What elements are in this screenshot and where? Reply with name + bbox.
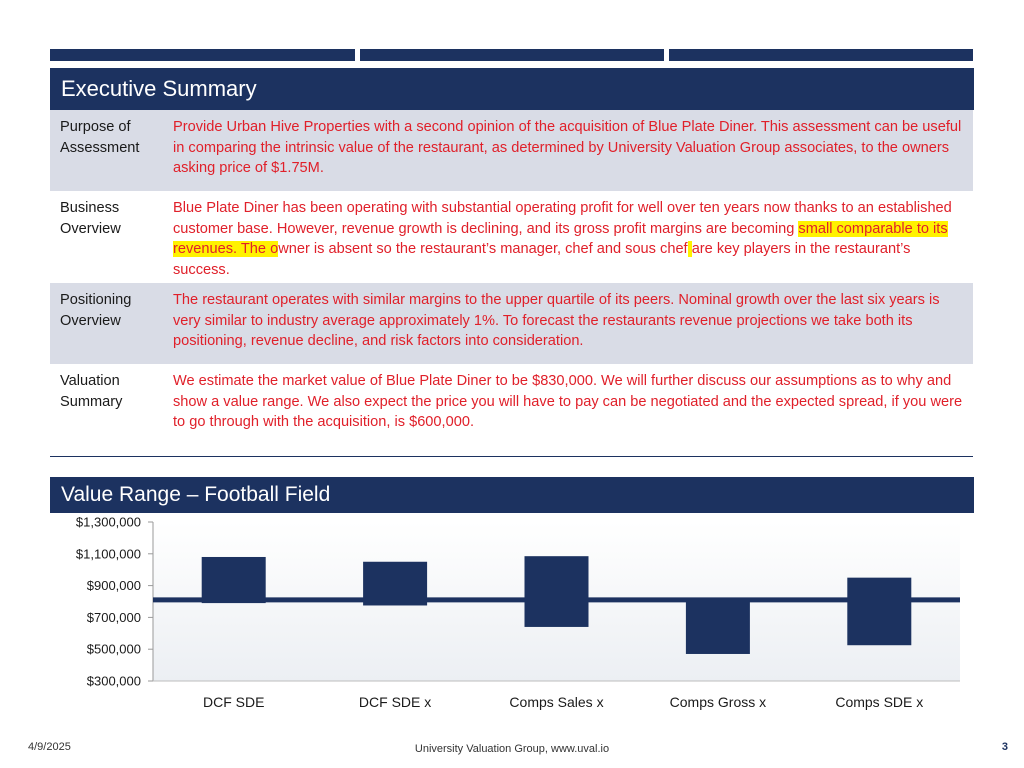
row-text-part: are key players in the restaurant’s success. <box>173 241 911 278</box>
y-tick-label: $300,000 <box>86 673 141 689</box>
row-label: Business Overview <box>60 200 121 237</box>
executive-summary-header <box>50 68 974 110</box>
x-tick-label: Comps SDE x <box>835 694 924 710</box>
row-text-part: Blue Plate Diner has been operating with substantial operating profit for well over ten years now thanks to an established customer base. However, revenue growth is declining, and its gross profit margins are becoming <box>173 200 952 237</box>
x-tick-label: Comps Sales x <box>509 694 604 710</box>
row-text-part: wner is absent so the restaurant’s manager, chef and sous chef <box>278 241 688 257</box>
y-tick-label: $900,000 <box>86 578 141 594</box>
x-tick-label: DCF SDE x <box>358 694 432 710</box>
section-divider <box>50 456 973 457</box>
range-bar <box>847 578 911 646</box>
row-label: Positioning Overview <box>60 292 132 329</box>
value-range-title: Value Range – Football Field <box>61 483 331 506</box>
page-number: 3 <box>1001 741 1008 753</box>
summary-row-purpose <box>50 110 973 191</box>
summary-row-business <box>50 191 973 283</box>
row-text: The restaurant operates with similar margins to the upper quartile of its peers. Nominal growth over the last six years is very similar to industry average approximately 1%. To forecast the restaurants revenue projections we take both its positioning, revenue decline, and risk factors into consideration. <box>173 292 940 349</box>
footer-date: 4/9/2025 <box>28 741 71 753</box>
y-tick-label: $1,100,000 <box>75 546 141 562</box>
y-tick-label: $500,000 <box>86 641 141 657</box>
range-bar <box>202 557 266 603</box>
row-label: Purpose of Assessment <box>60 119 140 156</box>
range-bar <box>525 556 589 627</box>
highlighted-text: small comparable to its revenues. The o <box>173 220 948 257</box>
row-text: We estimate the market value of Blue Plate Diner to be $830,000. We will further discuss our assumptions as to why and show a value range. We also expect the price you will have to pay can be negotiated and the expected spread, if you were to go through with the acquisition, is $600,000. <box>173 373 963 430</box>
top-accent-bar-1 <box>50 49 355 61</box>
row-text: Provide Urban Hive Properties with a second opinion of the acquisition of Blue Plate Diner. This assessment can be useful in comparing the intrinsic value of the restaurant, as determined by University Valuation Group associates, to the owners asking price of $1.75M. <box>173 119 962 176</box>
y-tick-label: $700,000 <box>86 609 141 625</box>
football-field-chart <box>0 513 1024 718</box>
row-label: Valuation Summary <box>60 373 123 410</box>
x-tick-label: Comps Gross x <box>669 694 767 710</box>
y-tick-label: $1,300,000 <box>75 514 141 530</box>
top-accent-bar-3 <box>669 49 973 61</box>
x-tick-label: DCF SDE <box>202 694 265 710</box>
value-range-header <box>50 477 974 513</box>
summary-row-positioning <box>50 283 973 364</box>
summary-row-valuation <box>50 364 973 452</box>
range-bar <box>686 600 750 654</box>
row-text <box>173 198 963 280</box>
top-accent-bar-2 <box>360 49 664 61</box>
footer-company: University Valuation Group, www.uval.io <box>414 743 610 755</box>
executive-summary-title: Executive Summary <box>61 76 257 101</box>
